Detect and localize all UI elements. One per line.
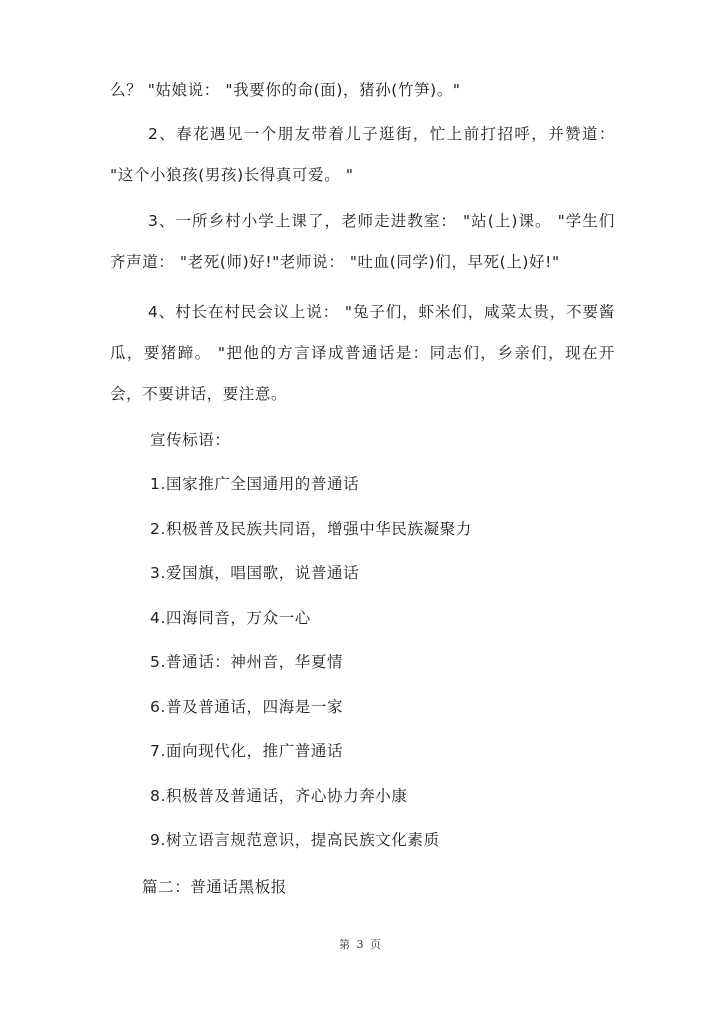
slogan-list: [150, 469, 472, 870]
paragraph-item-4: 4、村长在村民会议上说： "兔子们，虾米们，咸菜太贵，不要酱瓜，要猪蹄。 "把他的方言译成普通话是：同志们，乡亲们，现在开会，不要讲话，要注意。: [110, 303, 615, 403]
slogan-item: 7.面向现代化，推广普通话: [150, 742, 344, 760]
paragraph-item-2: 2、春花遇见一个朋友带着儿子逛街，忙上前打招呼，并赞道： "这个小狼孩(男孩)长得真可爱。 ": [110, 125, 615, 184]
slogan-item: 6.普及普通话，四海是一家: [150, 697, 344, 716]
page-number: 第 3 页: [339, 938, 381, 951]
paragraph-continuation: 么？ "姑娘说： "我要你的命(面)，猪孙(竹笋)。": [110, 81, 461, 99]
section-heading: 篇二：普通话黑板报: [142, 878, 287, 896]
slogan-item: 5.普通话：神州音，华夏情: [150, 653, 344, 671]
slogan-item: 4.四海同音，万众一心: [150, 608, 311, 627]
slogan-item: 8.积极普及普通话，齐心协力奔小康: [150, 786, 408, 805]
slogan-item: 2.积极普及民族共同语，增强中华民族凝聚力: [150, 519, 472, 538]
paragraph-item-3: 3、一所乡村小学上课了，老师走进教室： "站(上)课。 "学生们齐声道： "老死(师)好!"老师说： "吐血(同学)们，早死(上)好!": [110, 212, 615, 271]
slogans-title: 宣传标语：: [150, 431, 231, 449]
slogan-item: 3.爱国旗，唱国歌，说普通话: [150, 564, 360, 582]
slogan-item: 9.树立语言规范意识，提高民族文化素质: [150, 831, 440, 849]
slogan-item: 1.国家推广全国通用的普通话: [150, 475, 360, 493]
